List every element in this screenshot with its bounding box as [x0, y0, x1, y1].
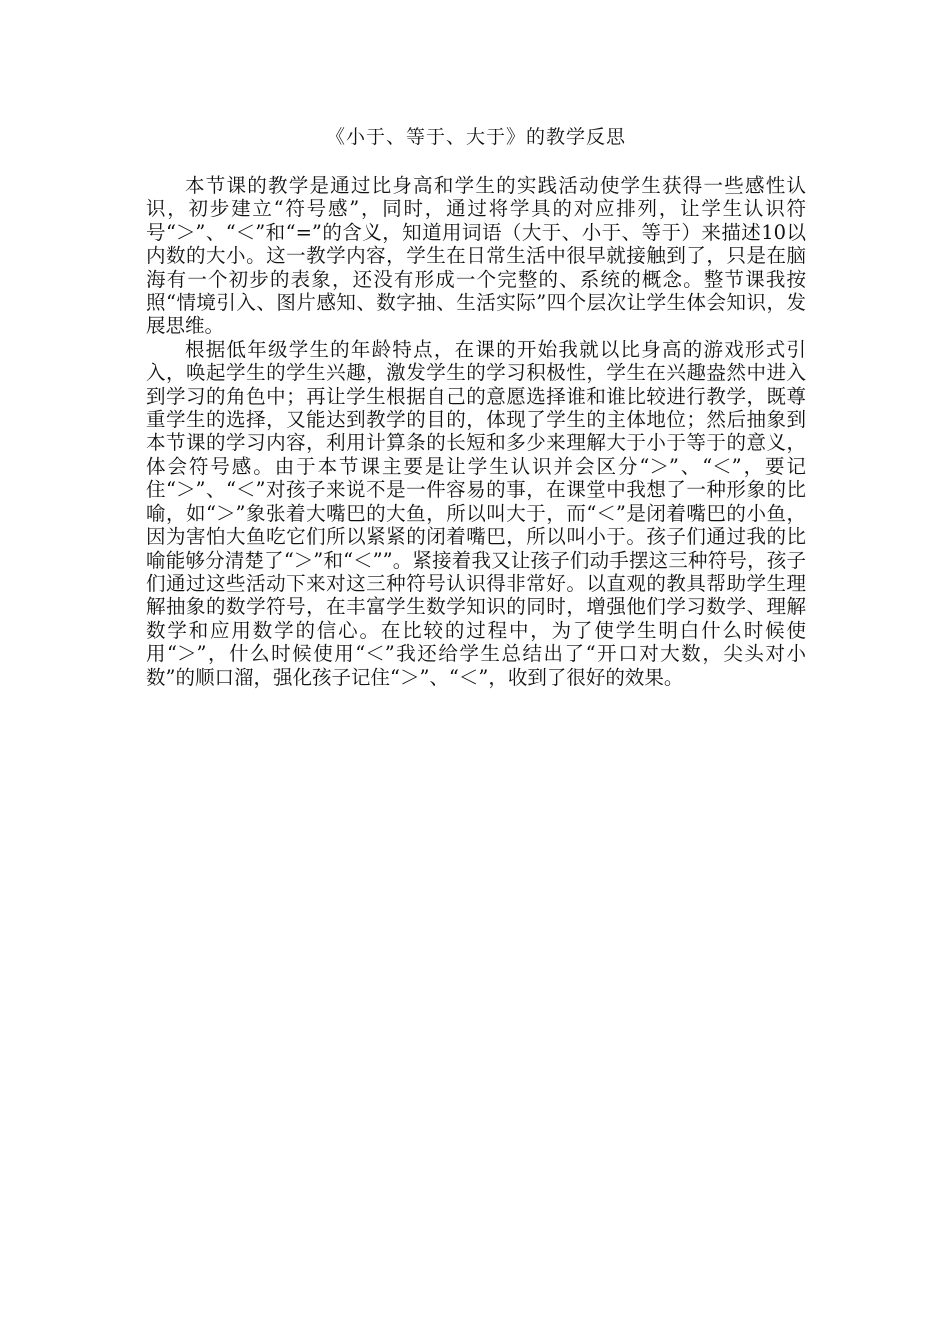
- document-body: [146, 174, 806, 689]
- paragraph: 本节课的教学是通过比身高和学生的实践活动使学生获得一些感性认识，初步建立“符号感”，同时，通过将学具的对应排列，让学生认识符号“＞”、“＜”和“=”的含义，知道用词语（大于、小于、等于）来描述10以内数的大小。这一教学内容，学生在日常生活中很早就接触到了，只是在脑海有一个初步的表象，还没有形成一个完整的、系统的概念。整节课我按照“情境引入、图片感知、数字抽、生活实际”四个层次让学生体会知识，发展思维。: [146, 174, 806, 338]
- document-title: 《小于、等于、大于》的教学反思: [325, 126, 626, 148]
- paragraph: 根据低年级学生的年龄特点，在课的开始我就以比身高的游戏形式引入，唤起学生的学生兴趣，激发学生的学习积极性，学生在兴趣盎然中进入到学习的角色中；再让学生根据自己的意愿选择谁和谁比较进行教学，既尊重学生的选择，又能达到教学的目的，体现了学生的主体地位；然后抽象到本节课的学习内容，利用计算条的长短和多少来理解大于小于等于的意义，体会符号感。由于本节课主要是让学生认识并会区分“＞”、“＜”，要记住“＞”、“＜”对孩子来说不是一件容易的事，在课堂中我想了一种形象的比喻，如“＞”象张着大嘴巴的大鱼，所以叫大于，而“＜”是闭着嘴巴的小鱼，因为害怕大鱼吃它们所以紧紧的闭着嘴巴，所以叫小于。孩子们通过我的比喻能够分清楚了“＞”和“＜””。紧接着我又让孩子们动手摆这三种符号，孩子们通过这些活动下来对这三种符号认识得非常好。以直观的教具帮助学生理解抽象的数学符号，在丰富学生数学知识的同时，增强他们学习数学、理解数学和应用数学的信心。在比较的过程中，为了使学生明白什么时候使用“＞”，什么时候使用“＜”我还给学生总结出了“开口对大数，尖头对小数”的顺口溜，强化孩子记住“＞”、“＜”，收到了很好的效果。: [146, 337, 806, 689]
